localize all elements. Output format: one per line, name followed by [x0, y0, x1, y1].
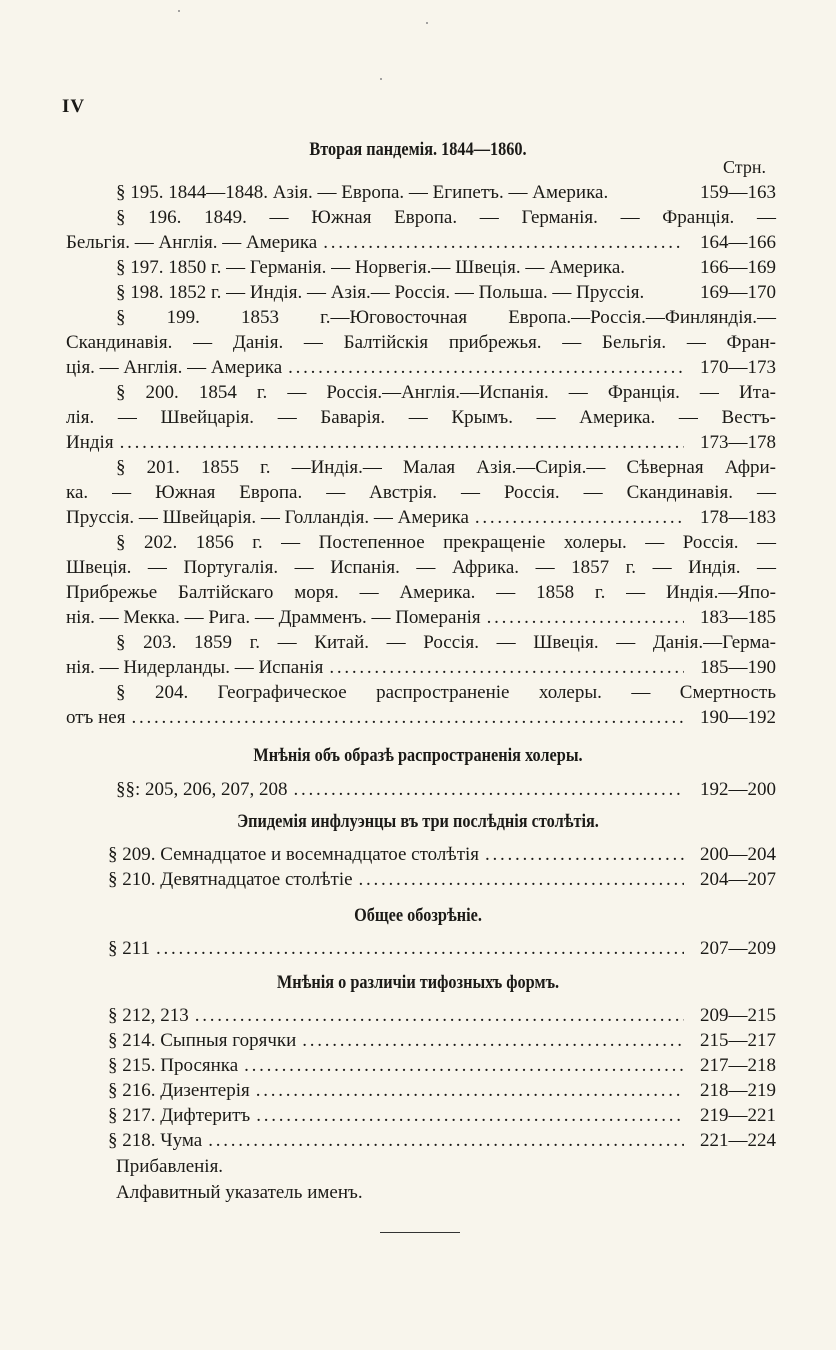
toc-entry: § 204. Географическое распространеніе холеры. — Смертность [116, 682, 776, 703]
toc-entry: § 216. Дизентерія . . . 218—219 [108, 1079, 776, 1103]
toc-entry: нія. — Мекка. — Рига. — Драмменъ. — Померанія . . . 183—185 [66, 606, 776, 630]
toc-entry: § 211 . . . 207—209 [108, 937, 776, 961]
toc-entry: Скандинавія. — Данія. — Балтійскія прибрежья. — Бельгія. — Фран- [66, 332, 776, 353]
toc-entry: § 199. 1853 г.—Юговосточная Европа.—Россія.—Финляндія.— [116, 307, 776, 328]
paper-speck [380, 78, 382, 80]
toc-entry: § 196. 1849. — Южная Европа. — Германія. — Францiя. — [116, 207, 776, 228]
toc-entry: § 217. Дифтеритъ . . . 219—221 [108, 1104, 776, 1128]
toc-entry: Швеція. — Португалія. — Испанія. — Африка. — 1857 г. — Индія. — [66, 557, 776, 578]
toc-entry: нія. — Нидерланды. — Испанія . . . 185—190 [66, 656, 776, 680]
toc-entry: ка. — Южная Европа. — Австрія. — Россія. — Скандинавія. — [66, 482, 776, 503]
toc-entry: отъ нея . . . 190—192 [66, 706, 776, 730]
toc-entry: Пруссія. — Швейцарія. — Голландія. — Америка . . . 178—183 [66, 506, 776, 530]
section-heading-influenza: Эпидемія инфлуэнцы въ три послѣднія столѣтія. [237, 812, 599, 832]
toc-entry: Прибрежье Балтійскаго моря. — Америка. — 1858 г. — Индія.—Япо- [66, 582, 776, 603]
pages-column-label: Стрн. [723, 157, 766, 177]
toc-entry: § 195. 1844—1848. Азія. — Европа. — Египетъ. — Америка. 159—163 [116, 182, 776, 203]
page-number: IV [62, 96, 86, 117]
toc-entry: Бельгія. — Англія. — Америка . . . 164—166 [66, 231, 776, 255]
paper-speck [178, 10, 180, 12]
section-heading-typhoid-forms: Мнѣнія о различіи тифозныхъ формъ. [276, 973, 560, 993]
section-heading-second-pandemic: Вторая пандемія. 1844—1860. [309, 140, 527, 160]
toc-entry: § 203. 1859 г. — Китай. — Россія. — Швеція. — Данія.—Герма- [116, 632, 776, 653]
closing-rule [380, 1232, 460, 1233]
toc-entry: § 210. Девятнадцатое столѣтіе . . . 204—207 [108, 868, 776, 892]
section-heading-overview: Общее обозрѣніе. [354, 906, 482, 926]
toc-entry: § 215. Просянка . . . 217—218 [108, 1054, 776, 1078]
toc-entry: лія. — Швейцарія. — Баварія. — Крымъ. — Америка. — Вестъ- [66, 407, 776, 428]
toc-entry: § 212, 213 . . . 209—215 [108, 1004, 776, 1028]
toc-entry: ція. — Англія. — Америка . . . 170—173 [66, 356, 776, 380]
toc-entry: § 218. Чума . . . 221—224 [108, 1129, 776, 1153]
toc-entry-appendix: Прибавленія. [116, 1156, 224, 1177]
toc-entry: § 198. 1852 г. — Индія. — Азія.— Россія. — Польша. — Пруссія. 169—170 [116, 282, 776, 303]
toc-entry: § 200. 1854 г. — Россія.—Англія.—Испанія. — Францiя. — Ита- [116, 382, 776, 403]
toc-entry: § 202. 1856 г. — Постепенное прекращеніе холеры. — Россія. — [116, 532, 776, 553]
toc-entry: § 197. 1850 г. — Германія. — Норвегія.— Швеція. — Америка. 166—169 [116, 257, 776, 278]
toc-entry: § 214. Сыпныя горячки . . . 215—217 [108, 1029, 776, 1053]
toc-entry: § 201. 1855 г. —Индія.— Малая Азія.—Сирія.— Сѣверная Афри- [116, 457, 776, 478]
section-heading-opinions-spread: Мнѣнія объ образѣ распространенія холеры. [253, 746, 583, 766]
toc-entry: §§: 205, 206, 207, 208 . . . 192—200 [66, 778, 776, 802]
toc-entry-index: Алфавитный указатель именъ. [116, 1182, 363, 1203]
toc-entry: § 209. Семнадцатое и восемнадцатое столѣтія . . . 200—204 [108, 843, 776, 867]
toc-entry: Индія . . . 173—178 [66, 431, 776, 455]
paper-speck [426, 22, 428, 24]
